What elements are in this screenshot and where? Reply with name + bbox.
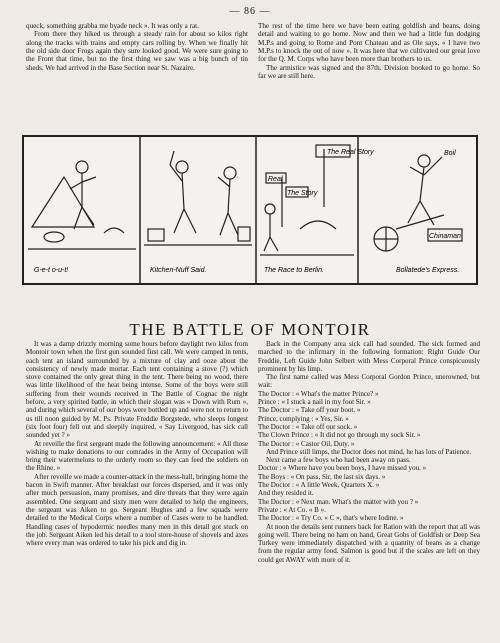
cartoon-drawing: [24, 137, 476, 283]
top-left-column: [26, 22, 248, 72]
panel-3-drawing: [260, 145, 354, 255]
bottom-left-column: [26, 340, 248, 547]
paragraph: It was a damp drizzly morning some hours before daylight two kilos from Montoir town when the first gun sounded first call. We were camped in tents, each tent an island surrounded by a mixture of clay and ooze about the consistency of newly made mortar. Each tent containing a stove (?) which stove contained the only great thing in the tent. There being no wood, there was little likelihood of the heat being intense. Some of the boys were still suffering from their wounds received in The Battle of Cognac the night before, a very spirited battle, in which their slogan was « Down with Rum », and during which several of our boys were bottled up and were not to return to us till noon guided by M. Ps. Private Freddie Borgstede, who sleeps longest (six foot four) fell out and sleepily inquired, « Say Livergood, has sick call sounded yet ? »: [26, 340, 248, 440]
dialogue-line: The Doctor : « A little Week, Quarters X. »: [258, 481, 380, 490]
paragraph: The rest of the time here we have been eating goldfish and beans, doing detail and waiting to go home. Now and then we had a little fun dodging M.P.s and going to Rome and Pont Chateau and as Ole says, « I have two M.P.s to knock the out of now ». It was here that we cultivated our great love for the Q. M. Corps who have been more than brothers to us.: [258, 22, 480, 64]
paragraph: Back in the Company area sick call had sounded. The sick formed and marched to the infirmary in the following formation: Right Guide Our Freddie, Left Guide John Selbert with Mess Corporal Prince conspicuously prominent by his limp.: [258, 340, 480, 373]
dialogue-line: Private : « At Co. « B ».: [258, 505, 326, 514]
panel-2-drawing: [144, 151, 252, 245]
panel-4-caption: Bollatede's Express.: [396, 267, 460, 274]
dialogue-line: The Doctor : « Try Co. « C », that's where Iodine. »: [258, 514, 404, 523]
paragraph: The first name called was Mess Corporal Gordon Prince, unerowned, but wait:: [258, 373, 480, 390]
dialogue-line: Doctor : « Where have you been boys, I have missed you. »: [258, 464, 427, 473]
article-headline: THE BATTLE OF MONTOIR: [129, 320, 371, 340]
paragraph: The armistice was signed and the 87th. Division booked to go home. So far we are still here.: [258, 63, 480, 81]
top-right-column: [258, 22, 480, 80]
paragraph: At noon the details sent runners back for Ration with the report that all was going well. There being no ham on hand, Great Gobs of Goldfish or Deep Sea Turkey were immediately dispatched with a quantity of beans as a change from the regular army food. Salmon is good but if the scales are left on they could get AWAY with more of it.: [258, 522, 480, 564]
dialogue-line: The Doctor : « What's the matter Prince? »: [258, 389, 379, 398]
panel-1-drawing: [28, 161, 136, 249]
dialogue-line: The Clown Prince : « It did not go through my sock Sir. »: [258, 431, 421, 440]
panel-2-caption: Kitchen-Nuff Said.: [150, 267, 207, 274]
paragraph: Next came a few boys who had been away on pass.: [266, 456, 411, 465]
sign-label-the-real-story: The Real Story: [327, 149, 374, 156]
paragraph: queck, something grabba me byade neck ». It was only a rat.: [26, 22, 199, 30]
cartoon-strip: [22, 135, 478, 285]
sign-label-real: Real: [268, 176, 283, 183]
paragraph: And Prince still limps, the Doctor does not mind, he has lots of Patience.: [266, 447, 472, 456]
page-number: — 86 —: [229, 6, 271, 17]
paragraph: At reveille the first sergeant made the following announcement: « All those wishing to make donations to our comrades in the Army of Occupation will bring their watermelons to the orderly room so they can feed the soldiers on the Rhine. »: [26, 439, 248, 473]
label-boil: Boil: [444, 150, 456, 157]
sign-label-the-story: The Story: [287, 190, 318, 197]
dialogue-line: And they resided it.: [258, 489, 314, 498]
dialogue-line: The Doctor : « Take off your boot. »: [258, 406, 361, 415]
paragraph: After reveille we made a counter-attack in the mess-hall, bringing home the bacon in Swift manner. After breakfast our forces dispersed, and it was only after much persuasion, many promises, and dire threats that they were again assembled. One sergeant and sixty men were detailed to help the engineers, the sergeant was Aiken to go. Sergeant Hughes and a few squads were detailed to the Medical Corps where a number of Cases were to be handled. Handling cases of hypodermic needles many men in this detail got stuck on the job. Sergeant Aiken led his detail to a tool store-house of shovels and axes where every man was ordered to take his pick and dig in.: [26, 472, 248, 548]
paragraph: From there they hiked us through a steady rain for about so kilos right along the tracks with trains and empty cars rolling by. When we finally hit the old side door Frogs again they sure looked good. We were sure going to the Front that time, but no the first thing we saw was a big bunch of tin sheds. We had arrived in the Base Section near St. Nazaire.: [26, 30, 248, 72]
dialogue-line: The Boys : « On pass, Sir, the last six days. »: [258, 472, 386, 481]
panel-1-caption: G-e-t o-u-t!: [34, 267, 69, 274]
dialogue-line: The Doctor : « Castor Oil, Duty. »: [258, 439, 355, 448]
dialogue-line: Prince, complying : « Yes, Sir. »: [258, 414, 349, 423]
dialogue-line: The Doctor : « Next man. What's the matter with you ? »: [258, 497, 419, 506]
dialogue-line: Prince : « I stuck a nail in my foot Sir. »: [258, 398, 371, 407]
panel-3-caption: The Race to Berlin.: [264, 267, 324, 274]
bottom-right-column: [258, 340, 480, 564]
label-chinaman: Chinaman: [429, 233, 461, 240]
dialogue-line: The Doctor : « Take off our sock. »: [258, 422, 358, 431]
